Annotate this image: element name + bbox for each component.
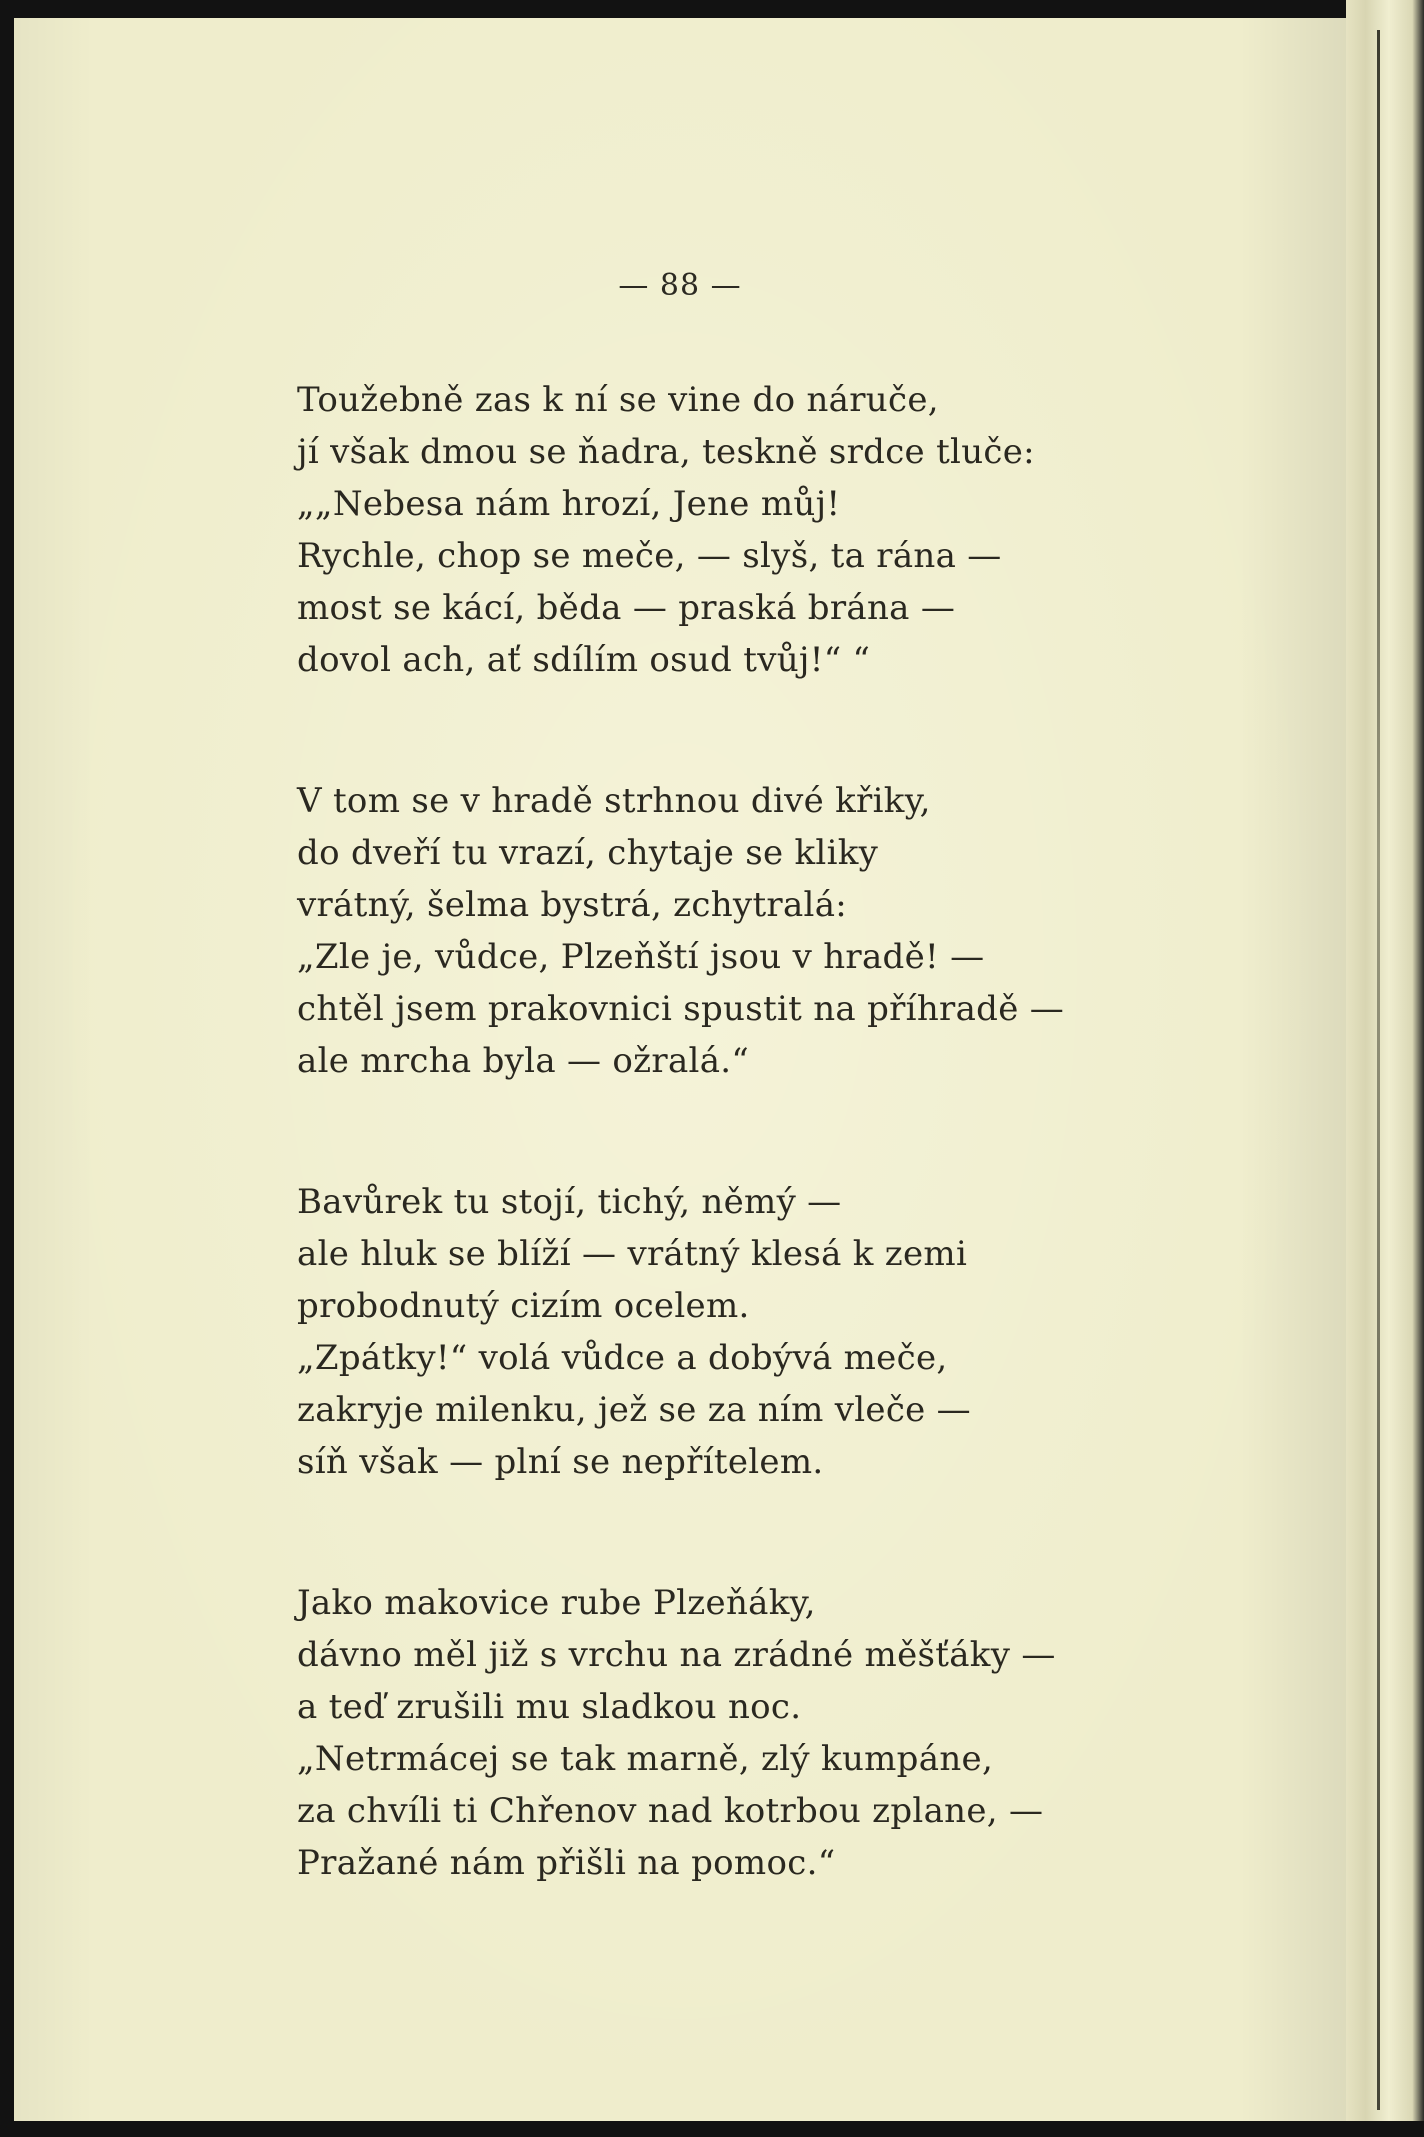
stanza-4 xyxy=(297,1577,1297,1889)
verse-line: síň však — plní se nepřítelem. xyxy=(297,1442,824,1482)
verse-line: zakryje milenku, jež se za ním vleče — xyxy=(297,1390,971,1430)
verse-line: ale mrcha byla — ožralá.“ xyxy=(297,1041,750,1081)
verse-line: za chvíli ti Chřenov nad kotrbou zplane, — xyxy=(297,1791,1044,1831)
scan-border-top xyxy=(0,0,1424,18)
paper-page xyxy=(14,18,1346,2122)
poem-text xyxy=(297,374,1297,1889)
verse-line: „Netrmácej se tak marně, zlý kumpáne, xyxy=(297,1739,994,1779)
verse-line: Jako makovice rube Plzeňáky, xyxy=(297,1583,816,1623)
verse-line: probodnutý cizím ocelem. xyxy=(297,1286,750,1326)
verse-line: Bavůrek tu stojí, tichý, němý — xyxy=(297,1182,842,1222)
verse-line: dávno měl již s vrchu na zrádné měšťáky — xyxy=(297,1635,1056,1675)
verse-line: most se kácí, běda — praská brána — xyxy=(297,588,956,628)
binding-shadow-line xyxy=(1377,30,1380,2110)
verse-line: „Zle je, vůdce, Plzeňští jsou v hradě! — xyxy=(297,937,985,977)
verse-line: Rychle, chop se meče, — slyš, ta rána — xyxy=(297,536,1002,576)
verse-line: Pražané nám přišli na pomoc.“ xyxy=(297,1843,836,1883)
verse-line: Toužebně zas k ní se vine do náruče, xyxy=(297,380,939,420)
verse-line: do dveří tu vrazí, chytaje se kliky xyxy=(297,833,879,873)
verse-line: a teď zrušili mu sladkou noc. xyxy=(297,1687,802,1727)
stanza-1 xyxy=(297,374,1297,686)
verse-line: „Zpátky!“ volá vůdce a dobývá meče, xyxy=(297,1338,948,1378)
verse-line: ale hluk se blíží — vrátný klesá k zemi xyxy=(297,1234,968,1274)
verse-line: chtěl jsem prakovnici spustit na příhradě — xyxy=(297,989,1065,1029)
page-number: — 88 — xyxy=(618,268,742,303)
verse-line: V tom se v hradě strhnou divé křiky, xyxy=(297,781,931,821)
stanza-2 xyxy=(297,775,1297,1087)
verse-line: dovol ach, ať sdílím osud tvůj!“ “ xyxy=(297,640,871,680)
scan-border-bottom xyxy=(0,2121,1424,2137)
verse-line: jí však dmou se ňadra, teskně srdce tluče: xyxy=(297,432,1035,472)
scan-border-left xyxy=(0,0,14,2137)
book-spine-edge xyxy=(1346,0,1424,2137)
verse-line: „„Nebesa nám hrozí, Jene můj! xyxy=(297,484,841,524)
stanza-3 xyxy=(297,1176,1297,1488)
verse-line: vrátný, šelma bystrá, zchytralá: xyxy=(297,885,848,925)
